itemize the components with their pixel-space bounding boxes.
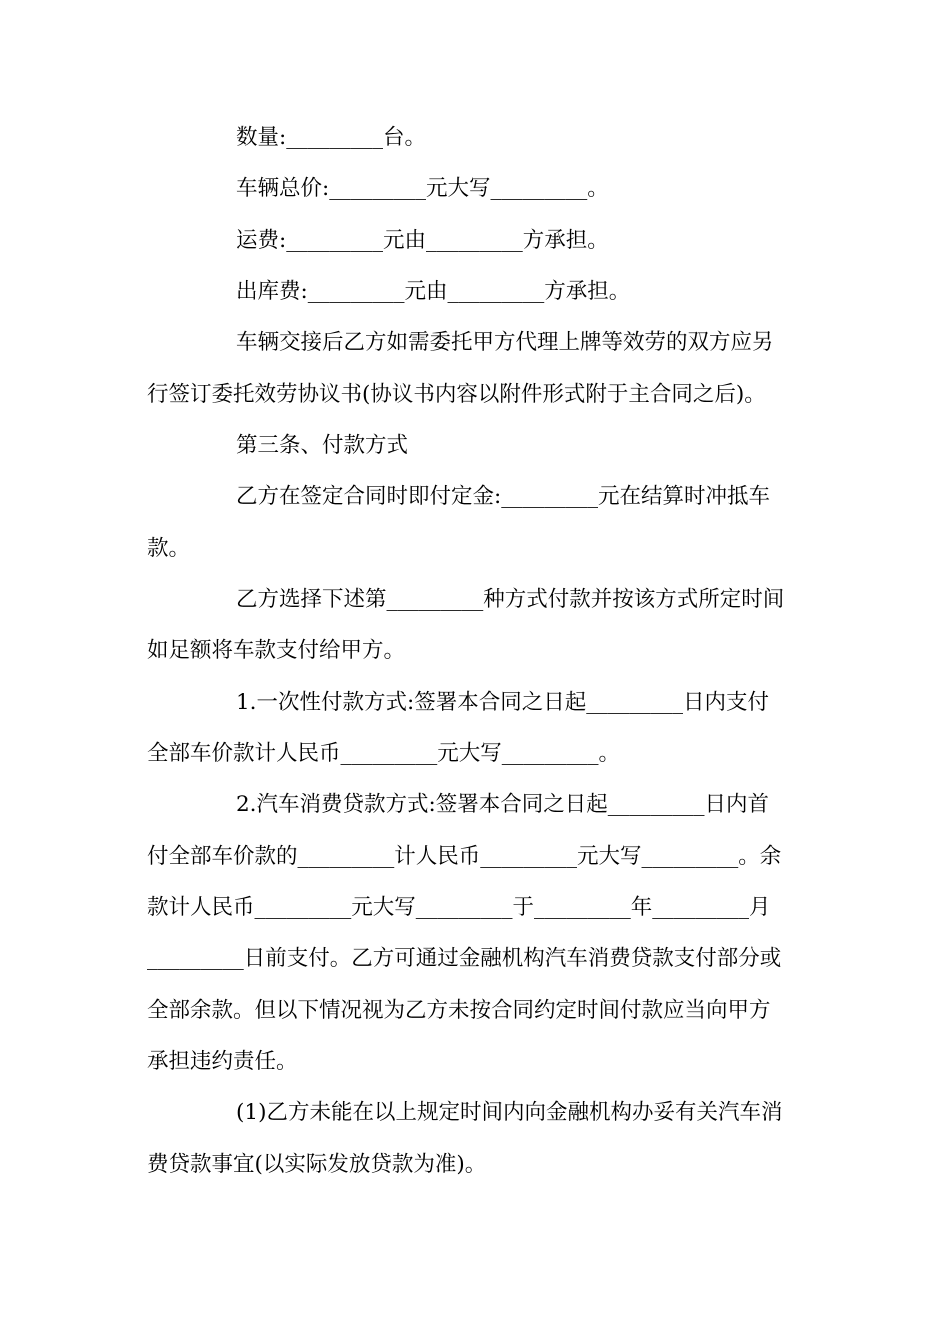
clause-1-line: 费贷款事宜(以实际发放贷款为准)。 <box>147 1152 487 1177</box>
total-price-line: 车辆总价:_________元大写_________。 <box>236 176 609 201</box>
section-heading: 第三条、付款方式 <box>236 433 409 458</box>
warehouse-fee-line: 出库费:_________元由_________方承担。 <box>236 279 631 304</box>
payment-choice-line: 乙方选择下述第_________种方式付款并按该方式所定时间 <box>236 587 785 612</box>
deposit-paragraph-line: 款。 <box>147 536 191 561</box>
lump-sum-line: 全部车价款计人民币_________元大写_________。 <box>147 741 621 766</box>
loan-paragraph-line: 款计人民币_________元大写_________于_________年_________月 <box>147 895 771 920</box>
handover-paragraph-line: 行签订委托效劳协议书(协议书内容以附件形式附于主合同之后)。 <box>147 382 766 407</box>
loan-paragraph-line: _________日前支付。乙方可通过金融机构汽车消费贷款支付部分或 <box>147 946 782 971</box>
lump-sum-line: 1.一次性付款方式:签署本合同之日起_________日内支付 <box>236 690 770 715</box>
freight-line: 运费:_________元由_________方承担。 <box>236 228 609 253</box>
deposit-paragraph-line: 乙方在签定合同时即付定金:_________元在结算时冲抵车 <box>236 484 770 509</box>
loan-paragraph-line: 承担违约责任。 <box>147 1049 298 1074</box>
loan-paragraph-line: 全部余款。但以下情况视为乙方未按合同约定时间付款应当向甲方 <box>147 998 771 1023</box>
loan-paragraph-line: 付全部车价款的_________计人民币_________元大写_________。余 <box>147 844 782 869</box>
handover-paragraph-line: 车辆交接后乙方如需委托甲方代理上牌等效劳的双方应另 <box>236 330 774 355</box>
payment-choice-line: 如足额将车款支付给甲方。 <box>147 638 406 663</box>
quantity-line: 数量:_________台。 <box>236 125 426 150</box>
clause-1-line: (1)乙方未能在以上规定时间内向金融机构办妥有关汽车消 <box>236 1100 783 1125</box>
loan-paragraph-line: 2.汽车消费贷款方式:签署本合同之日起_________日内首 <box>236 792 770 817</box>
